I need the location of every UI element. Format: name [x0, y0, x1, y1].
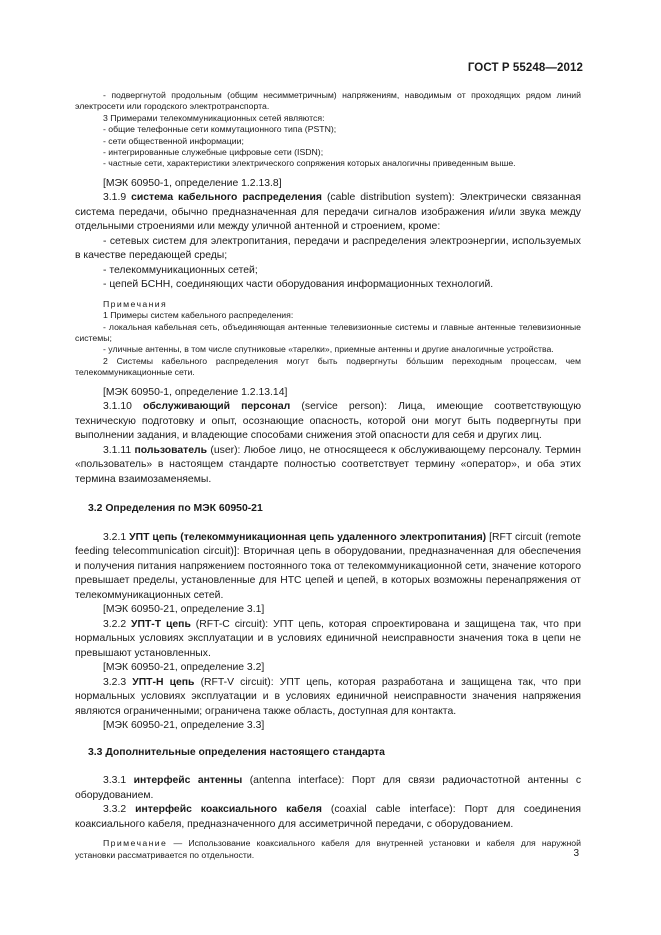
final-note — [75, 838, 581, 861]
list-item: - сетевых систем для электропитания, передачи и распределения электроэнергии, используемых в качестве передающей среды; — [75, 235, 581, 262]
definition-3-3-2 — [75, 803, 581, 832]
list-item: - частные сети, характеристики электрического сопряжения которых аналогичны приведенным выше. — [103, 158, 516, 169]
definition-term: интерфейс антенны — [133, 775, 243, 787]
notes-block — [75, 299, 581, 379]
notes-title: Примечания — [103, 298, 168, 309]
definition-term: интерфейс коаксиального кабеля — [135, 804, 322, 816]
definition-number: 3.2.2 — [103, 618, 127, 630]
reference: [МЭК 60950-21, определение 3.1] — [103, 604, 265, 616]
definition-number: 3.3.1 — [103, 775, 127, 787]
note-label: Примечание — [103, 838, 168, 849]
list-item: - сети общественной информации; — [103, 135, 244, 146]
definition-number: 3.2.1 — [103, 531, 127, 543]
list-item: - цепей БСНН, соединяющих части оборудования информационных технологий. — [103, 279, 494, 291]
definition-number: 3.1.11 — [103, 444, 132, 456]
definition-text: (user): Любое лицо, не относящееся к обслуживающему персоналу. Термин «пользователь» в настоящем стандарте полностью соответствует термину «оператор», и оба этих термина взаимозаменяемы. — [75, 444, 582, 485]
definition-text: (RFT-V circuit): УПТ цепь, которая разработана и защищена так, что при нормальных условиях эксплуатации и в условиях единичной неисправности значения напряжения являются ограниченными; ограничена также область, доступная для контакта. — [75, 676, 581, 717]
definition-term: УПТ цепь (телекоммуникационная цепь удаленного электропитания) — [129, 531, 487, 543]
reference: [МЭК 60950-1, определение 1.2.13.8] — [103, 177, 282, 189]
definition-number: 3.1.9 — [103, 192, 127, 204]
note-1-title: 1 Примеры систем кабельного распределения: — [103, 310, 294, 321]
definition-text: (antenna interface): Порт для связи радиочастотной антенны с оборудованием. — [75, 775, 582, 801]
definition-text: [RFT circuit (remote feeding telecommunication circuit)]: Вторичная цепь в оборудовании, предназначенная для обеспечения и получения питания напряжением постоянного тока от телекоммуникационной сети, значение которого превышает пределы, установленные для НТС цепей и цепей, в которых возможны перенапряжения от телекоммуникационных сетей. — [75, 531, 582, 601]
reference: [МЭК 60950-21, определение 3.2] — [103, 662, 265, 674]
definition-3-2-2 — [75, 618, 581, 662]
definition-term: обслуживающий персонал — [143, 401, 291, 413]
list-item: - уличные антенны, в том числе спутниковые «тарелки», приемные антенны и другие аналогичные устройства. — [103, 344, 554, 355]
list-item: - подвергнутой продольным (общим несимметричным) напряжениям, наводимым от проходящих рядом линий электросети или городского электротранспорта. — [75, 90, 581, 112]
definition-number: 3.1.10 — [103, 401, 132, 413]
definition-3-1-10 — [75, 400, 581, 444]
list-item: - телекоммуникационных сетей; — [103, 264, 258, 276]
intro-list — [75, 90, 581, 170]
definition-term: система кабельного распределения — [131, 192, 322, 204]
definition-3-3-1 — [75, 774, 581, 803]
page-content — [75, 90, 581, 861]
page-number: 3 — [573, 848, 579, 859]
definition-3-1-9 — [75, 191, 581, 235]
list-item: - интегрированные служебные цифровые сети (ISDN); — [103, 147, 324, 158]
definition-term: УПТ-Н цепь — [132, 676, 195, 688]
definition-term: УПТ-Т цепь — [131, 618, 191, 630]
section-heading-3-2: 3.2 Определения по МЭК 60950-21 — [88, 503, 263, 515]
note-3-title: 3 Примерами телекоммуникационных сетей являются: — [103, 112, 325, 123]
definition-3-2-3 — [75, 676, 581, 720]
note-2: 2 Системы кабельного распределения могут быть подвергнуты бо́льшим переходным процессам, чем телекоммуникационные сети. — [75, 355, 581, 378]
definition-text: (RFT-C circuit): УПТ цепь, которая спроектирована и защищена так, что при нормальных условиях эксплуатации и в условиях единичной неисправности значения тока в цепи не превышают установленных. — [75, 618, 582, 659]
definition-text: (coaxial cable interface): Порт для соединения коаксиального кабеля, предназначенного для ассиметричной передачи, с оборудованием. — [75, 804, 581, 830]
definition-3-2-1 — [75, 531, 581, 604]
definition-term: пользователь — [134, 444, 208, 456]
definition-number: 3.2.3 — [103, 676, 127, 688]
reference: [МЭК 60950-1, определение 1.2.13.14] — [103, 386, 288, 398]
standard-header: ГОСТ Р 55248—2012 — [467, 62, 583, 74]
definition-number: 3.3.2 — [103, 804, 127, 816]
list-item: - общие телефонные сети коммутационного типа (PSTN); — [103, 124, 337, 135]
definition-text: (cable distribution system): Электрически связанная система передачи, обычно предназначенная для передачи сигналов изображения и/или звука между отдельными строениями или между уличной антенной и строением, кроме: — [75, 192, 581, 233]
definition-3-1-11 — [75, 444, 581, 488]
list-item: - локальная кабельная сеть, объединяющая антенные телевизионные системы и главные антенные телевизионные системы; — [75, 321, 581, 344]
reference: [МЭК 60950-21, определение 3.3] — [103, 720, 265, 732]
note-text: — Использование коаксиального кабеля для внутренней установки и кабеля для наружной установки рассматривается по отдельности. — [75, 838, 581, 860]
section-heading-3-3: 3.3 Дополнительные определения настоящего стандарта — [88, 746, 385, 758]
definition-text: (service person): Лица, имеющие соответствующую техническую подготовку и опыт, осознающие опасность, которой они могут быть подвергнуты при выполнении задания, и владеющие способами снижения этой опасности для себя и других лиц. — [75, 401, 582, 442]
